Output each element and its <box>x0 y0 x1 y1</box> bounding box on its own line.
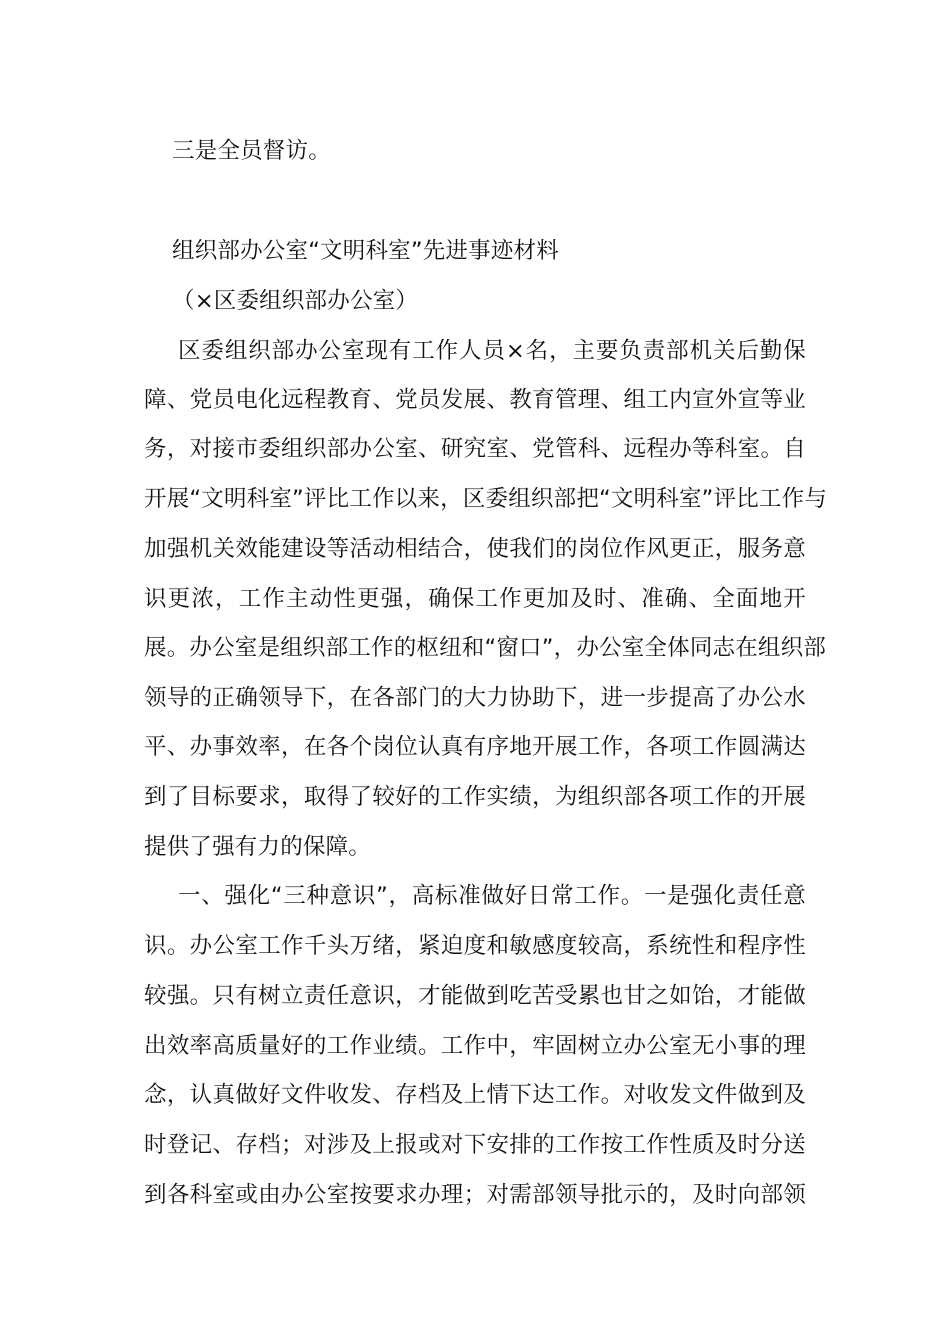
paragraph-1-line: 区委组织部办公室现有工作人员×名，主要负责部机关后勤保 <box>178 338 806 364</box>
paragraph-1-line: 识更浓，工作主动性更强，确保工作更加及时、准确、全面地开 <box>144 586 806 612</box>
paragraph-2-line: 识。办公室工作千头万绪，紧迫度和敏感度较高，系统性和程序性 <box>144 933 806 959</box>
paragraph-1-line: 领导的正确领导下，在各部门的大力协助下，进一步提高了办公水 <box>144 685 806 711</box>
paragraph-1-line: 提供了强有力的保障。 <box>144 834 372 860</box>
paragraph-1-line: 加强机关效能建设等活动相结合，使我们的岗位作风更正，服务意 <box>144 536 806 562</box>
intro-line: 三是全员督访。 <box>172 138 331 164</box>
paragraph-2-line: 到各科室或由办公室按要求办理；对需部领导批示的，及时向部领 <box>144 1182 806 1208</box>
paragraph-1-line: 到了目标要求，取得了较好的工作实绩，为组织部各项工作的开展 <box>144 784 806 810</box>
document-title: 组织部办公室“文明科室”先进事迹材料 <box>172 238 559 264</box>
paragraph-1-line: 平、办事效率，在各个岗位认真有序地开展工作，各项工作圆满达 <box>144 734 806 760</box>
paragraph-2-line: 一、强化“三种意识”，高标准做好日常工作。一是强化责任意 <box>178 883 806 909</box>
paragraph-1-line: 障、党员电化远程教育、党员发展、教育管理、组工内宣外宣等业 <box>144 387 806 413</box>
paragraph-1-line: 务，对接市委组织部办公室、研究室、党管科、远程办等科室。自 <box>144 436 806 462</box>
paragraph-1-line: 展。办公室是组织部工作的枢纽和“窗口”，办公室全体同志在组织部 <box>144 635 827 661</box>
document-subtitle: （×区委组织部办公室） <box>172 288 419 314</box>
paragraph-2-line: 出效率高质量好的工作业绩。工作中，牢固树立办公室无小事的理 <box>144 1033 806 1059</box>
paragraph-2-line: 较强。只有树立责任意识，才能做到吃苦受累也甘之如饴，才能做 <box>144 983 806 1009</box>
paragraph-2-line: 时登记、存档；对涉及上报或对下安排的工作按工作性质及时分送 <box>144 1132 806 1158</box>
paragraph-1-line: 开展“文明科室”评比工作以来，区委组织部把“文明科室”评比工作与 <box>144 486 828 512</box>
paragraph-2-line: 念，认真做好文件收发、存档及上情下达工作。对收发文件做到及 <box>144 1082 806 1108</box>
